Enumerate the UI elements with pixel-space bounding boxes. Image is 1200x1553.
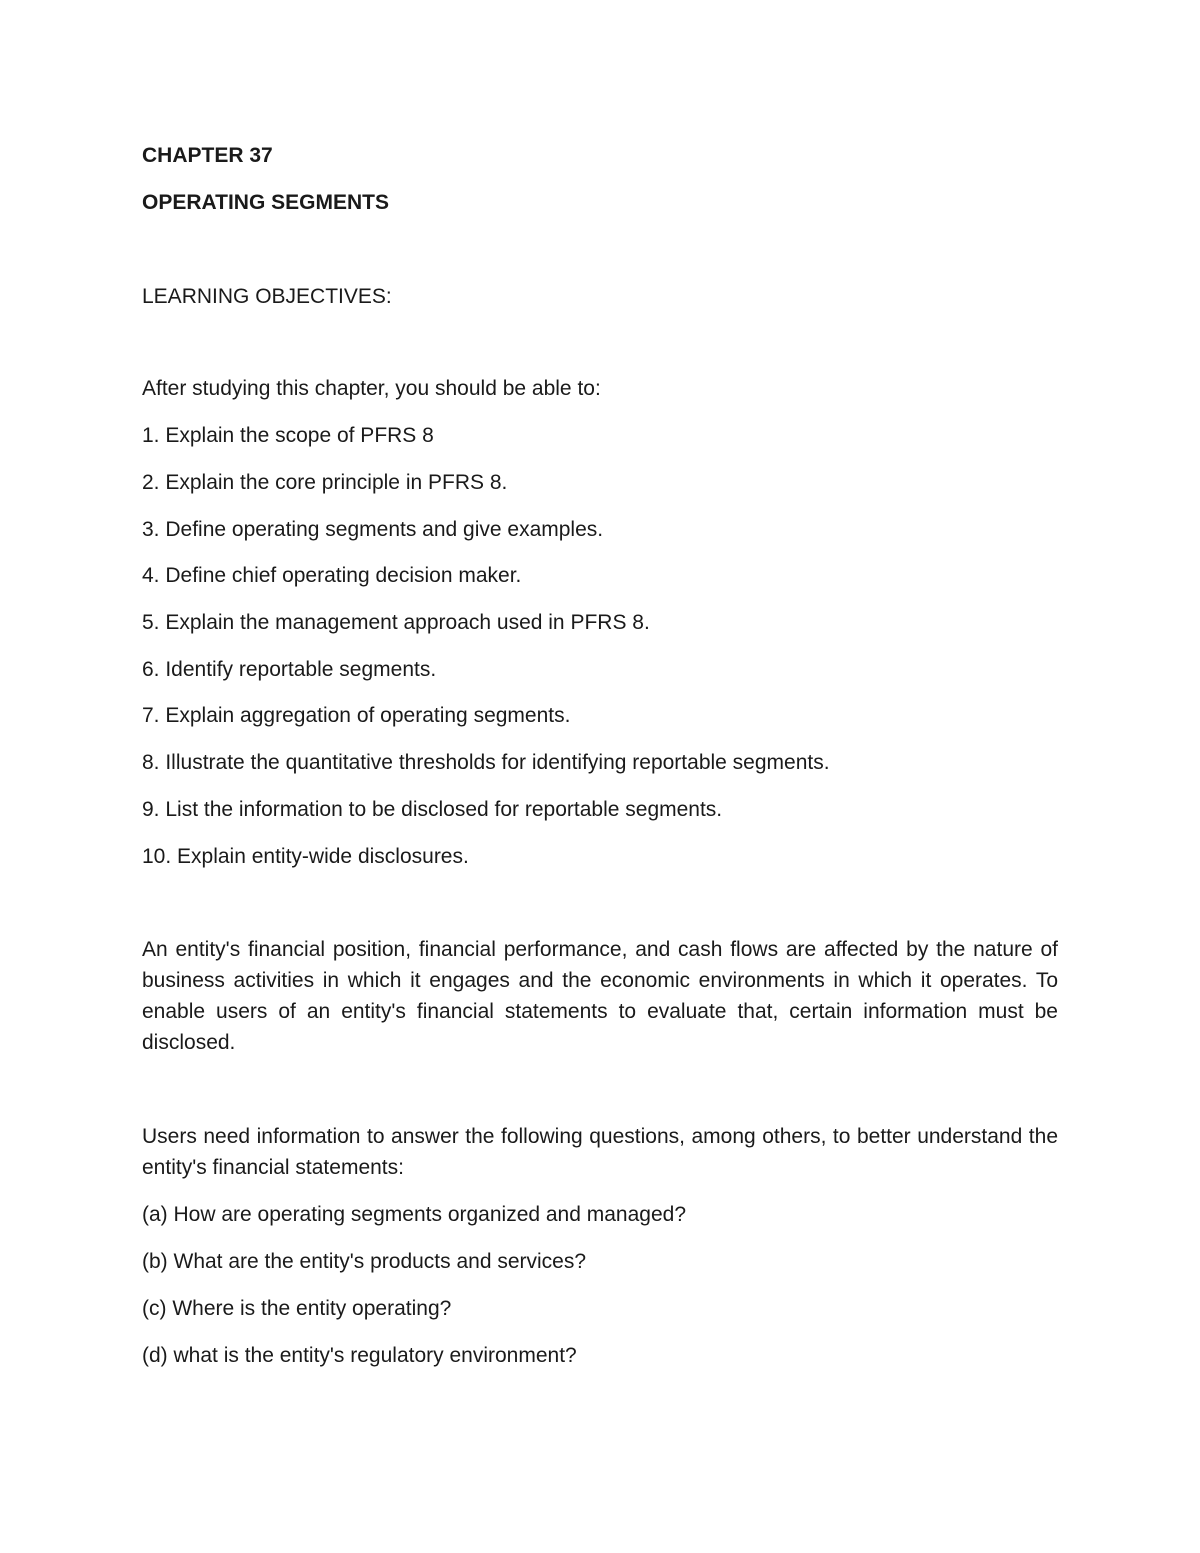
objective-item: 2. Explain the core principle in PFRS 8.: [142, 471, 508, 494]
objective-item: 9. List the information to be disclosed for reportable segments.: [142, 798, 723, 821]
objective-item: 1. Explain the scope of PFRS 8: [142, 424, 434, 447]
objectives-intro: After studying this chapter, you should be able to:: [142, 377, 601, 400]
objective-item: 10. Explain entity-wide disclosures.: [142, 845, 469, 868]
section-heading: LEARNING OBJECTIVES:: [142, 285, 392, 308]
body-paragraph: Users need information to answer the following questions, among others, to better understand the entity's financial statements:: [142, 1125, 1058, 1179]
objective-item: 5. Explain the management approach used in PFRS 8.: [142, 611, 650, 634]
question-item: (c) Where is the entity operating?: [142, 1297, 452, 1320]
question-item: (d) what is the entity's regulatory environment?: [142, 1344, 577, 1367]
objective-item: 6. Identify reportable segments.: [142, 658, 437, 681]
objective-item: 8. Illustrate the quantitative thresholds for identifying reportable segments.: [142, 751, 830, 774]
question-item: (a) How are operating segments organized and managed?: [142, 1203, 687, 1226]
chapter-title: OPERATING SEGMENTS: [142, 191, 389, 214]
chapter-number: CHAPTER 37: [142, 144, 273, 167]
body-paragraph: An entity's financial position, financial performance, and cash flows are affected by the nature of business activities in which it engages and the economic environments in which it operates. To enable users of an entity's financial statements to evaluate that, certain information must be disclosed.: [142, 938, 1058, 1054]
objective-item: 4. Define chief operating decision maker.: [142, 564, 522, 587]
question-item: (b) What are the entity's products and services?: [142, 1250, 587, 1273]
objective-item: 7. Explain aggregation of operating segments.: [142, 704, 571, 727]
objective-item: 3. Define operating segments and give examples.: [142, 518, 604, 541]
